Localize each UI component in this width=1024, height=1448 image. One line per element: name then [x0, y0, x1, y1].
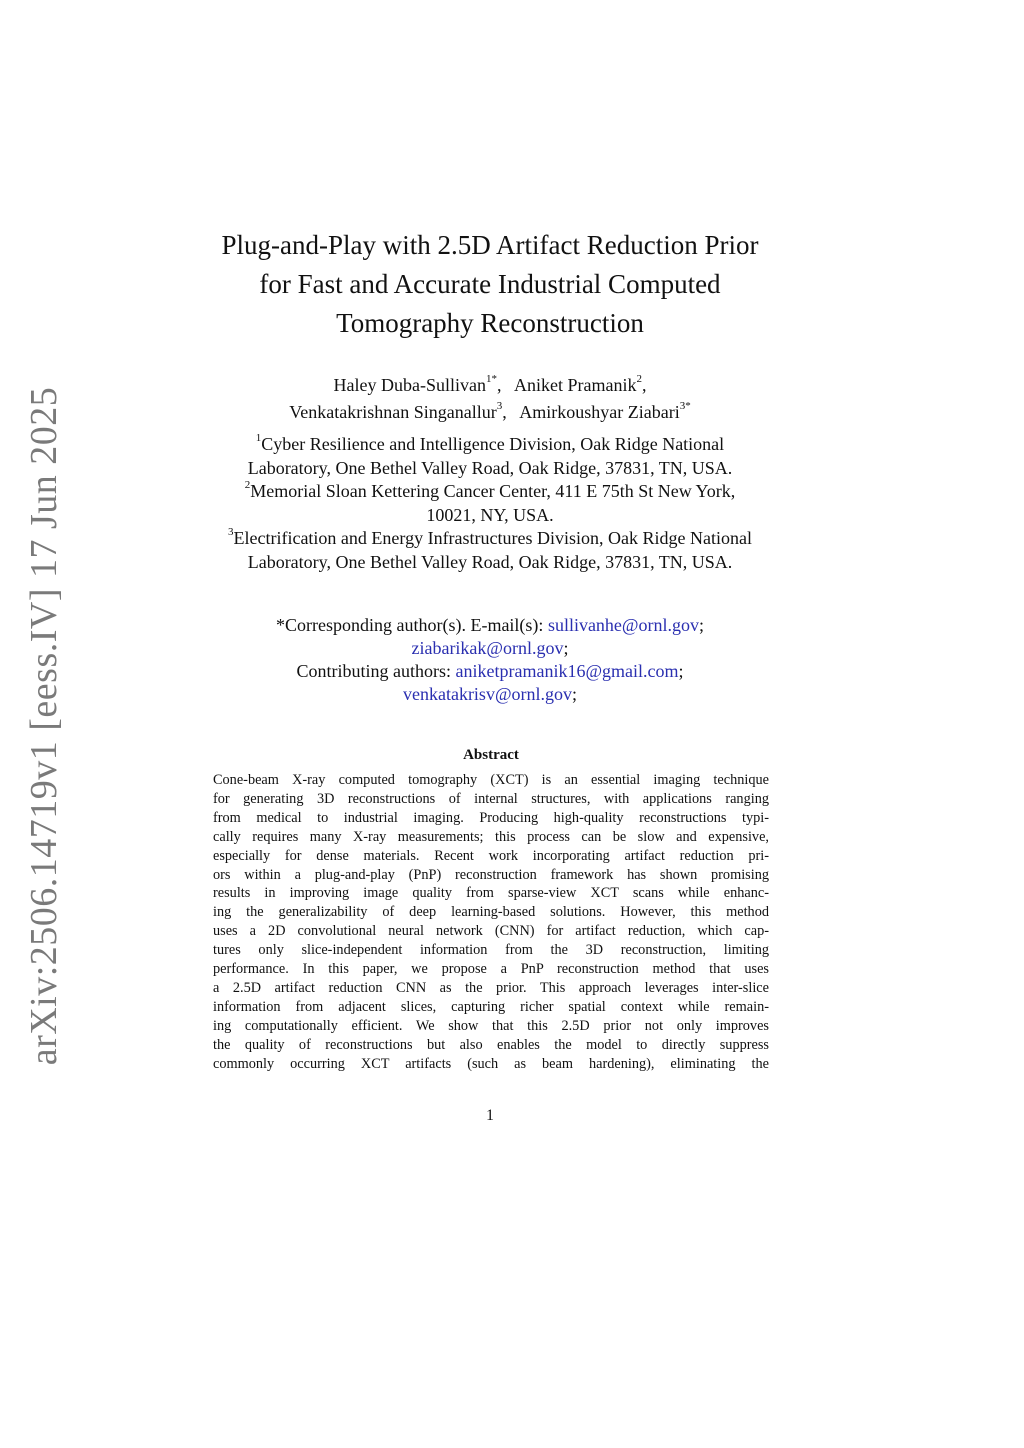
author-name: Aniket Pramanik [514, 375, 637, 395]
page-number: 1 [486, 1107, 494, 1124]
contributing-label: Contributing authors: [296, 661, 456, 681]
affiliation-text: Memorial Sloan Kettering Cancer Center, 411 E 75th St New York, [250, 481, 736, 501]
author-affil-mark: 1* [485, 373, 497, 385]
abstract-line: a 2.5D artifact reduction CNN as the prior. This approach leverages inter-slice [213, 979, 769, 996]
abstract-line: results in improving image quality from sparse-view XCT scans while enhanc- [213, 885, 769, 902]
abstract-line: ing the generalizability of deep learning-based solutions. However, this method [213, 904, 769, 921]
correspondence-block: *Corresponding author(s). E-mail(s): sullivanhe@ornl.gov; ziabarikak@ornl.gov; Contributing authors: aniketpramanik16@gmail.com; venkatakrisv@ornl.gov; [275, 615, 705, 704]
affiliation-text: Electrification and Energy Infrastructures Division, Oak Ridge National [233, 528, 752, 548]
abstract-line: from medical to industrial imaging. Producing high-quality reconstructions typi- [213, 809, 769, 826]
affil-mark: 2 [244, 479, 251, 491]
abstract-line: for generating 3D reconstructions of internal structures, with applications ranging [213, 790, 769, 807]
author-affil-mark: 3 [496, 400, 503, 412]
abstract-line: cally requires many X-ray measurements; this process can be slow and expensive, [213, 828, 769, 845]
corresponding-label: *Corresponding author(s). E-mail(s): [275, 615, 548, 635]
author-affil-mark: 3* [679, 400, 691, 412]
title-line: Tomography Reconstruction [336, 308, 644, 338]
title-line: Plug-and-Play with 2.5D Artifact Reduction Prior [221, 230, 759, 260]
abstract-line: Cone-beam X-ray computed tomography (XCT) is an essential imaging technique [213, 772, 769, 788]
affiliation-text: Laboratory, One Bethel Valley Road, Oak Ridge, 37831, TN, USA. [247, 457, 733, 478]
author-name: Amirkoushyar Ziabari [519, 402, 680, 422]
abstract-line: the quality of reconstructions but also enables the model to directly suppress [213, 1036, 769, 1053]
author-affil-mark: 2 [636, 373, 642, 385]
affiliation-text: Cyber Resilience and Intelligence Division, Oak Ridge National [261, 434, 725, 454]
abstract-body [213, 771, 769, 1074]
abstract-heading: Abstract [463, 747, 519, 763]
author-list: Haley Duba-Sullivan$^{1*}$, Aniket Pramanik$^2$, Venkatakrishnan Singanallur$^3$, Amirkoushyar Ziabari$^{3*}$ [289, 373, 691, 422]
abstract-line: performance. In this paper, we propose a PnP reconstruction method that uses [213, 961, 769, 978]
title-line: for Fast and Accurate Industrial Computed [259, 269, 721, 299]
author-name: Haley Duba-Sullivan [333, 375, 486, 395]
affiliation-text: Laboratory, One Bethel Valley Road, Oak Ridge, 37831, TN, USA. [247, 551, 733, 572]
abstract-line: information from adjacent slices, capturing richer spatial context while remain- [213, 998, 769, 1015]
affil-mark: 3 [227, 526, 234, 538]
arxiv-id-text: arXiv:2506.14719v1 [eess.IV] 17 Jun 2025 [23, 386, 65, 1066]
email-link[interactable]: venkatakrisv@ornl.gov [402, 684, 573, 704]
paper-title [160, 226, 820, 343]
abstract-line: uses a 2D convolutional neural network (CNN) for artifact reduction, which cap- [213, 923, 769, 940]
email-link[interactable]: aniketpramanik16@gmail.com [455, 661, 679, 681]
author-name: Venkatakrishnan Singanallur [289, 402, 497, 422]
abstract-line: ors within a plug-and-play (PnP) reconstruction framework has shown promising [213, 866, 769, 883]
email-link[interactable]: sullivanhe@ornl.gov [547, 615, 699, 635]
abstract-line: especially for dense materials. Recent work incorporating artifact reduction pri- [213, 847, 769, 864]
abstract-line: ing computationally efficient. We show that this 2.5D prior not only improves [213, 1017, 769, 1034]
abstract-line: commonly occurring XCT artifacts (such as beam hardening), eliminating the [213, 1055, 769, 1072]
email-link[interactable]: ziabarikak@ornl.gov [411, 638, 564, 658]
affil-mark: 1 [255, 432, 262, 444]
affiliation-text: 10021, NY, USA. [426, 504, 554, 525]
affiliation-list [160, 433, 820, 574]
abstract-line: tures only slice-independent information from the 3D reconstruction, limiting [213, 942, 769, 959]
